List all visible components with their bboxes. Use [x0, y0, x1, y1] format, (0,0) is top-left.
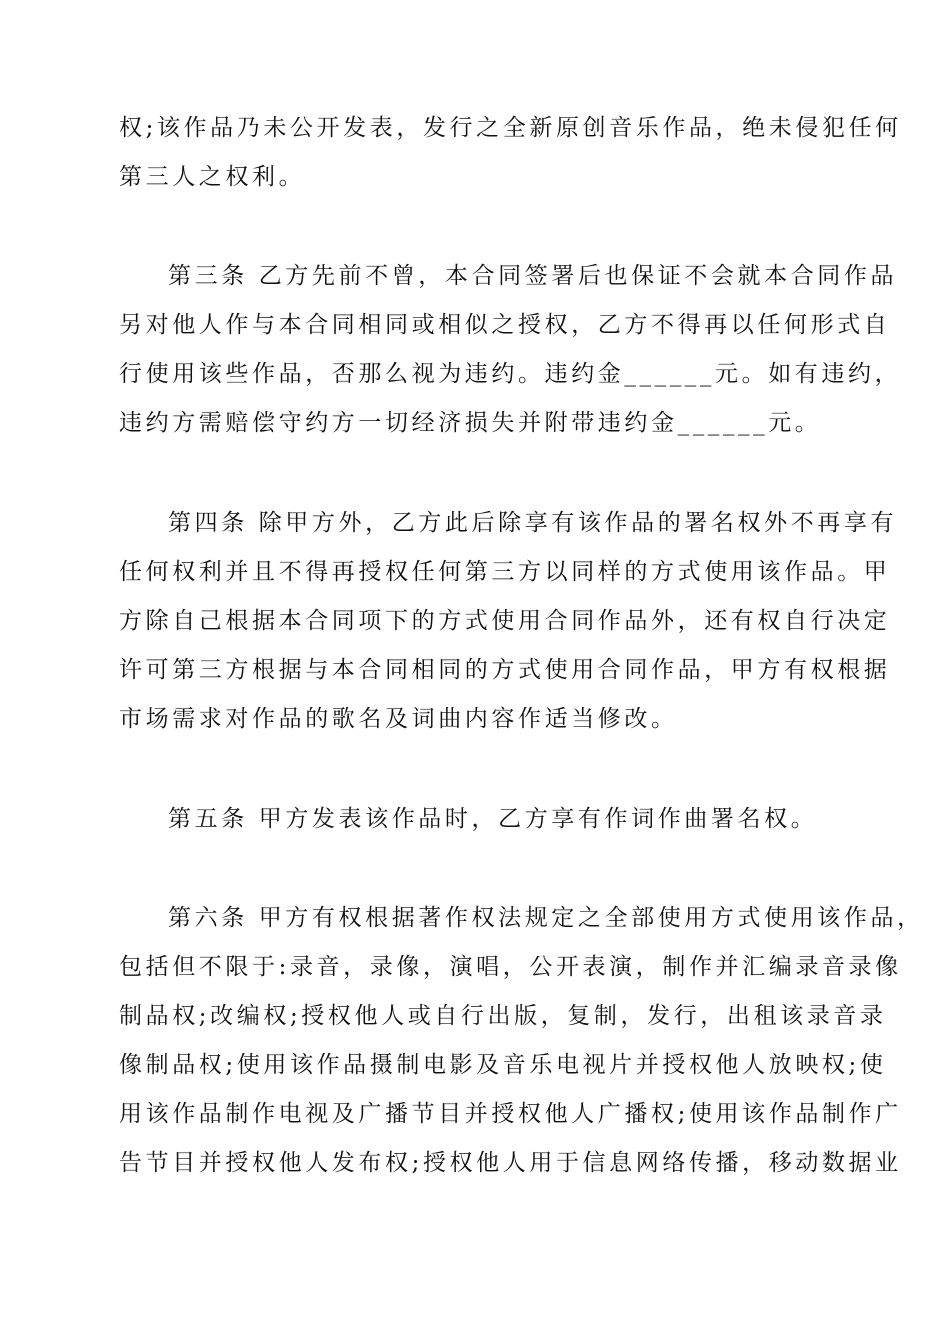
- text-line: 违约方需赔偿守约方一切经济损失并附带违约金______元。: [119, 410, 822, 436]
- text-line: 权;该作品乃未公开发表，发行之全新原创音乐作品，绝未侵犯任何: [119, 115, 902, 141]
- article-5-line: 第五条 甲方发表该作品时，乙方享有作词作曲署名权。: [168, 806, 818, 832]
- article-6-line: 第六条 甲方有权根据著作权法规定之全部使用方式使用该作品，: [168, 905, 924, 931]
- text-line: 制品权;改编权;授权他人或自行出版，复制，发行，出租该录音录: [119, 1003, 887, 1029]
- text-line: 行使用该些作品，否那么视为违约。违约金______元。如有违约，: [119, 361, 902, 387]
- article-3-line: 第三条 乙方先前不曾，本合同签署后也保证不会就本合同作品: [168, 263, 898, 289]
- article-4-line: 第四条 除甲方外，乙方此后除享有该作品的署名权外不再享有: [168, 510, 898, 536]
- text-line: 告节目并授权他人发布权;授权他人用于信息网络传播，移动数据业: [119, 1150, 902, 1176]
- text-line: 包括但不限于:录音，录像，演唱，公开表演，制作并汇编录音录像: [119, 954, 902, 980]
- text-line: 市场需求对作品的歌名及词曲内容作适当修改。: [119, 706, 678, 732]
- text-line: 第三人之权利。: [119, 164, 306, 190]
- text-line: 许可第三方根据与本合同相同的方式使用合同作品，甲方有权根据: [119, 657, 891, 683]
- text-line: 用该作品制作电视及广播节目并授权他人广播权;使用该作品制作广: [119, 1101, 902, 1127]
- text-line: 方除自己根据本合同项下的方式使用合同作品外，还有权自行决定: [119, 608, 891, 634]
- text-line: 任何权利并且不得再授权任何第三方以同样的方式使用该作品。甲: [119, 559, 891, 585]
- text-line: 像制品权;使用该作品摄制电影及音乐电视片并授权他人放映权;使: [119, 1052, 887, 1078]
- text-line: 另对他人作与本合同相同或相似之授权，乙方不得再以任何形式自: [119, 312, 891, 338]
